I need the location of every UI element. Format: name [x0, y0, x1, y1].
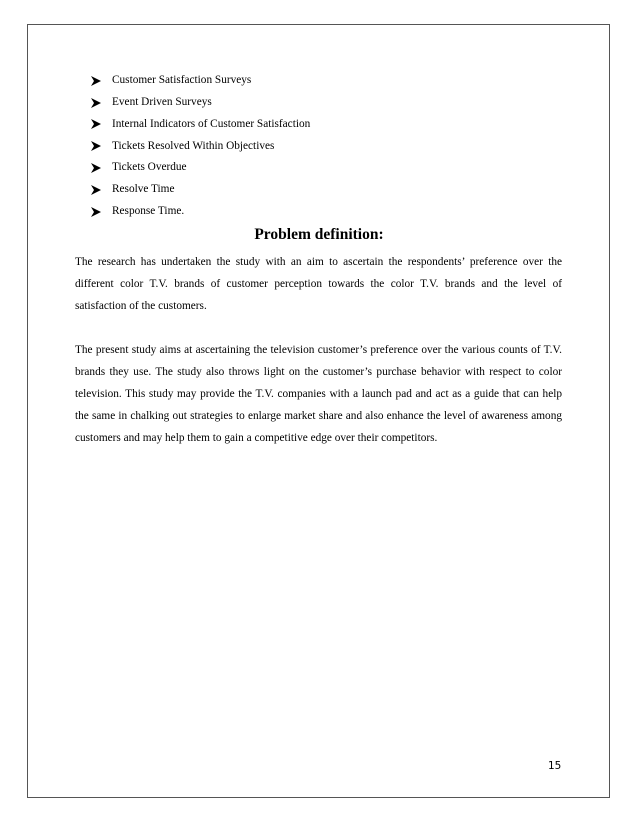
- list-item: [90, 157, 310, 179]
- arrow-bullet-icon: [90, 162, 112, 174]
- arrow-bullet-icon: [90, 140, 112, 152]
- arrow-bullet-icon: [90, 206, 112, 218]
- list-item-text: Response Time.: [112, 205, 185, 218]
- list-item-text: Resolve Time: [112, 183, 175, 196]
- list-item-text: Tickets Resolved Within Objectives: [112, 139, 275, 152]
- arrow-bullet-icon: [90, 118, 112, 130]
- arrow-bullet-icon: [90, 75, 112, 87]
- list-item-text: Event Driven Surveys: [112, 96, 212, 109]
- arrow-bullet-icon: [90, 97, 112, 109]
- list-item: [90, 135, 310, 157]
- section-heading: Problem definition:: [254, 226, 384, 243]
- paragraph-research-aim: The research has undertaken the study with an aim to ascertain the respondents’ preference over the different color T.V. brands of customer perception towards the color T.V. brands and the level of satisfaction of the customers.: [75, 256, 562, 312]
- list-item: [90, 92, 310, 114]
- list-item: [90, 201, 310, 223]
- bullet-list: [90, 70, 310, 223]
- list-item-text: Internal Indicators of Customer Satisfaction: [112, 117, 311, 130]
- arrow-bullet-icon: [90, 184, 112, 196]
- list-item-text: Tickets Overdue: [112, 161, 187, 174]
- paragraph-study-aims: The present study aims at ascertaining the television customer’s preference over the various counts of T.V. brands they use. The study also throws light on the customer’s purchase behavior with respect to color television. This study may provide the T.V. companies with a launch pad and act as a guide that can help the same in chalking out strategies to enlarge market share and also enhance the level of awareness among customers and may help them to gain a competitive edge over their competitors.: [75, 344, 562, 444]
- list-item: [90, 114, 310, 136]
- list-item: [90, 70, 310, 92]
- list-item-text: Customer Satisfaction Surveys: [112, 74, 252, 87]
- page-number: 15: [548, 760, 562, 772]
- list-item: [90, 179, 310, 201]
